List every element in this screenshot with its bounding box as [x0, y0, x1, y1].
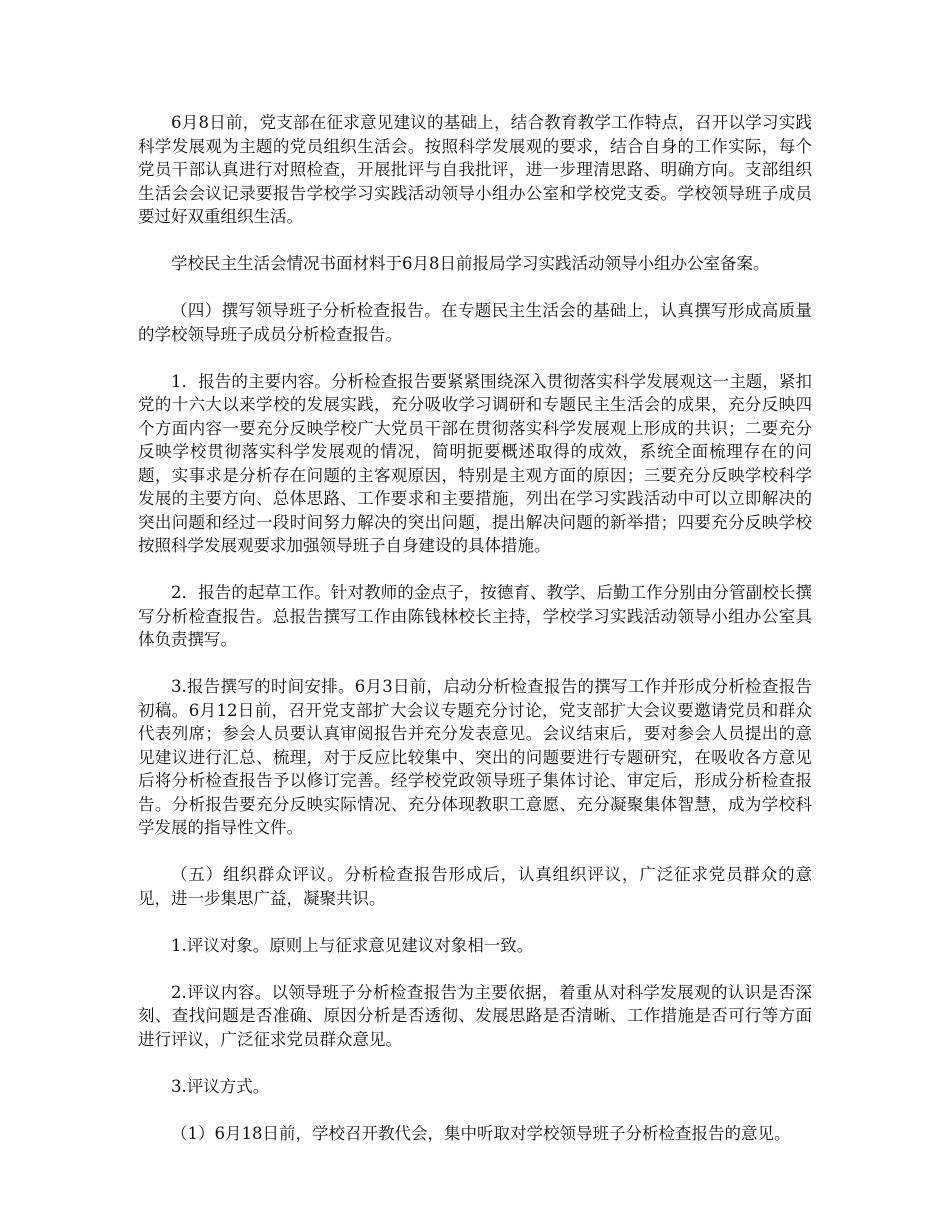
paragraph-2: 学校民主生活会情况书面材料于6月8日前报局学习实践活动领导小组办公室备案。 [171, 254, 770, 273]
paragraph-7: （五）组织群众评议。分析检查报告形成后，认真组织评议，广泛征求党员群众的意见，进一步集思广益，凝聚共识。 [138, 865, 812, 908]
paragraph-6: 3.报告撰写的时间安排。6月3日前，启动分析检查报告的撰写工作并形成分析检查报告初稿。6月12日前，召开党支部扩大会议专题充分讨论，党支部扩大会议要邀请党员和群众代表列席；参会人员要认真审阅报告并充分发表意见。会议结束后，要对参会人员提出的意见建议进行汇总、梳理，对于反应比较集中、突出的问题要进行专题研究，在吸收各方意见后将分析检查报告予以修订完善。经学校党政领导班子集体讨论、审定后，形成分析检查报告。分析报告要充分反映实际情况、充分体现教职工意愿、充分凝聚集体智慧，成为学校科学发展的指导性文件。 [138, 677, 812, 837]
paragraph-11: （1）6月18日前，学校召开教代会，集中听取对学校领导班子分析检查报告的意见。 [171, 1123, 791, 1143]
paragraph-8: 1.评议对象。原则上与征求意见建议对象相一致。 [171, 935, 534, 955]
paragraph-10: 3.评议方式。 [171, 1076, 270, 1096]
paragraph-1: 6月8日前，党支部在征求意见建议的基础上，结合教育教学工作特点，召开以学习实践科学发展观为主题的党员组织生活会。按照科学发展观的要求，结合自身的工作实际，每个党员干部认真进行对照检查，开展批评与自我批评，进一步理清思路、明确方向。支部组织生活会会议记录要报告学校学习实践活动领导小组办公室和学校党支委。学校领导班子成员要过好双重组织生活。 [138, 113, 812, 226]
paragraph-4: 1．报告的主要内容。分析检查报告要紧紧围绕深入贯彻落实科学发展观这一主题，紧扣党的十六大以来学校的发展实践，充分吸收学习调研和专题民主生活会的成果，充分反映四个方面内容一要充分反映学校广大党员干部在贯彻落实科学发展观上形成的共识；二要充分反映学校贯彻落实科学发展观的情况，简明扼要概述取得的成效，系统全面梳理存在的问题，实事求是分析存在问题的主客观原因，特别是主观方面的原因；三要充分反映学校科学发展的主要方向、总体思路、工作要求和主要措施，列出在学习实践活动中可以立即解决的突出问题和经过一段时间努力解决的突出问题，提出解决问题的新举措；四要充分反映学校按照科学发展观要求加强领导班子自身建设的具体措施。 [138, 371, 812, 555]
paragraph-5: 2．报告的起草工作。针对教师的金点子，按德育、教学、后勤工作分别由分管副校长撰写分析检查报告。总报告撰写工作由陈钱林校长主持，学校学习实践活动领导小组办公室具体负责撰写。 [138, 583, 812, 649]
paragraph-3: （四）撰写领导班子分析检查报告。在专题民主生活会的基础上，认真撰写形成高质量的学校领导班子成员分析检查报告。 [138, 301, 812, 344]
paragraph-9: 2.评议内容。以领导班子分析检查报告为主要依据，着重从对科学发展观的认识是否深刻、查找问题是否准确、原因分析是否透彻、发展思路是否清晰、工作措施是否可行等方面进行评议，广泛征求党员群众意见。 [138, 982, 812, 1049]
